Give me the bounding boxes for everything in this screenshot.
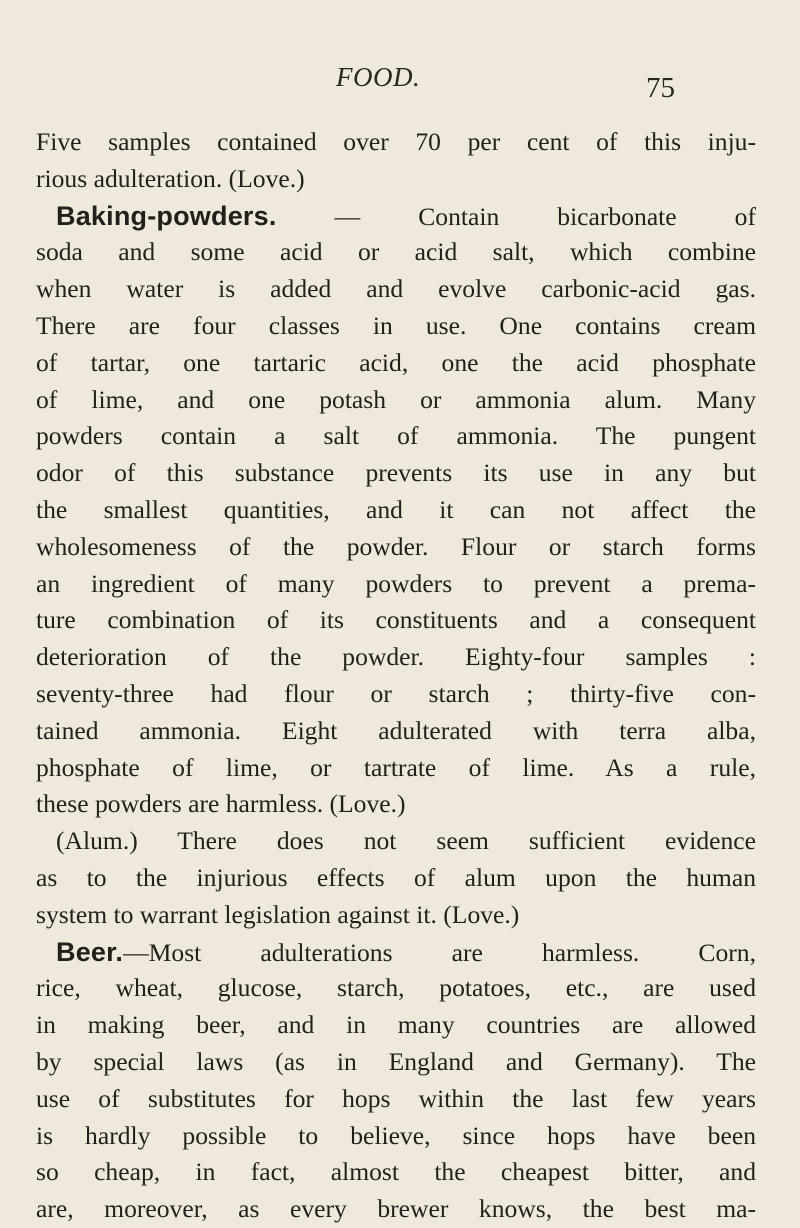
beer-heading: Beer. <box>56 936 124 967</box>
text-line-6: There are four classes in use. One contains cream <box>36 310 756 340</box>
text-line-28: is hardly possible to believe, since hops have been <box>36 1120 756 1150</box>
text-line-7: of tartar, one tartaric acid, one the acid phosphate <box>36 347 756 377</box>
text-line-26: by special laws (as in England and Germany). The <box>36 1046 756 1076</box>
text-line-4: soda and some acid or acid salt, which combine <box>36 237 756 267</box>
running-head <box>0 62 800 102</box>
baking-powders-heading: Baking-powders. <box>56 200 277 231</box>
text-line-25: in making beer, and in many countries are allowed <box>36 1010 756 1040</box>
baking-powders-first-line-text: — Contain bicarbonate of <box>276 201 756 231</box>
text-line-30: are, moreover, as every brewer knows, the best ma- <box>36 1194 756 1224</box>
text-line-21: as to the injurious effects of alum upon the human <box>36 862 756 892</box>
text-line-24: rice, wheat, glucose, starch, potatoes, etc., are used <box>36 973 756 1003</box>
text-line-12: wholesomeness of the powder. Flour or starch forms <box>36 531 756 561</box>
text-line-9: powders contain a salt of ammonia. The pungent <box>36 421 756 451</box>
text-line-14: ture combination of its constituents and a consequent <box>36 605 756 635</box>
text-line-18: phosphate of lime, or tartrate of lime. As a rule, <box>36 752 756 782</box>
body-text <box>36 124 756 1228</box>
text-line-20: (Alum.) There does not seem sufficient evidence <box>56 826 756 856</box>
running-title: FOOD. <box>336 62 421 92</box>
text-line-13: an ingredient of many powders to prevent a prema- <box>36 568 756 598</box>
baking-powders-paragraph-start <box>36 198 756 235</box>
page-number: 75 <box>646 72 675 104</box>
beer-paragraph-start <box>36 934 756 971</box>
text-line-10: odor of this substance prevents its use in any but <box>36 458 756 488</box>
text-line-22: system to warrant legislation against it. (Love.) <box>36 899 520 929</box>
text-line-29: so cheap, in fact, almost the cheapest bitter, and <box>36 1157 756 1187</box>
text-line-5: when water is added and evolve carbonic-acid gas. <box>36 274 756 304</box>
text-line-27: use of substitutes for hops within the last few years <box>36 1083 756 1113</box>
text-line-8: of lime, and one potash or ammonia alum. Many <box>36 384 756 414</box>
text-line-11: the smallest quantities, and it can not affect the <box>36 494 756 524</box>
beer-first-line-text: —Most adulterations are harmless. Corn, <box>123 937 756 967</box>
text-line-1: Five samples contained over 70 per cent of this inju- <box>36 127 756 156</box>
text-line-2: rious adulteration. (Love.) <box>36 163 305 193</box>
text-line-15: deterioration of the powder. Eighty-four samples : <box>36 642 756 672</box>
text-line-19: these powders are harmless. (Love.) <box>36 789 406 819</box>
text-line-16: seventy-three had flour or starch ; thirty-five con- <box>36 678 756 708</box>
text-line-17: tained ammonia. Eight adulterated with terra alba, <box>36 715 756 745</box>
